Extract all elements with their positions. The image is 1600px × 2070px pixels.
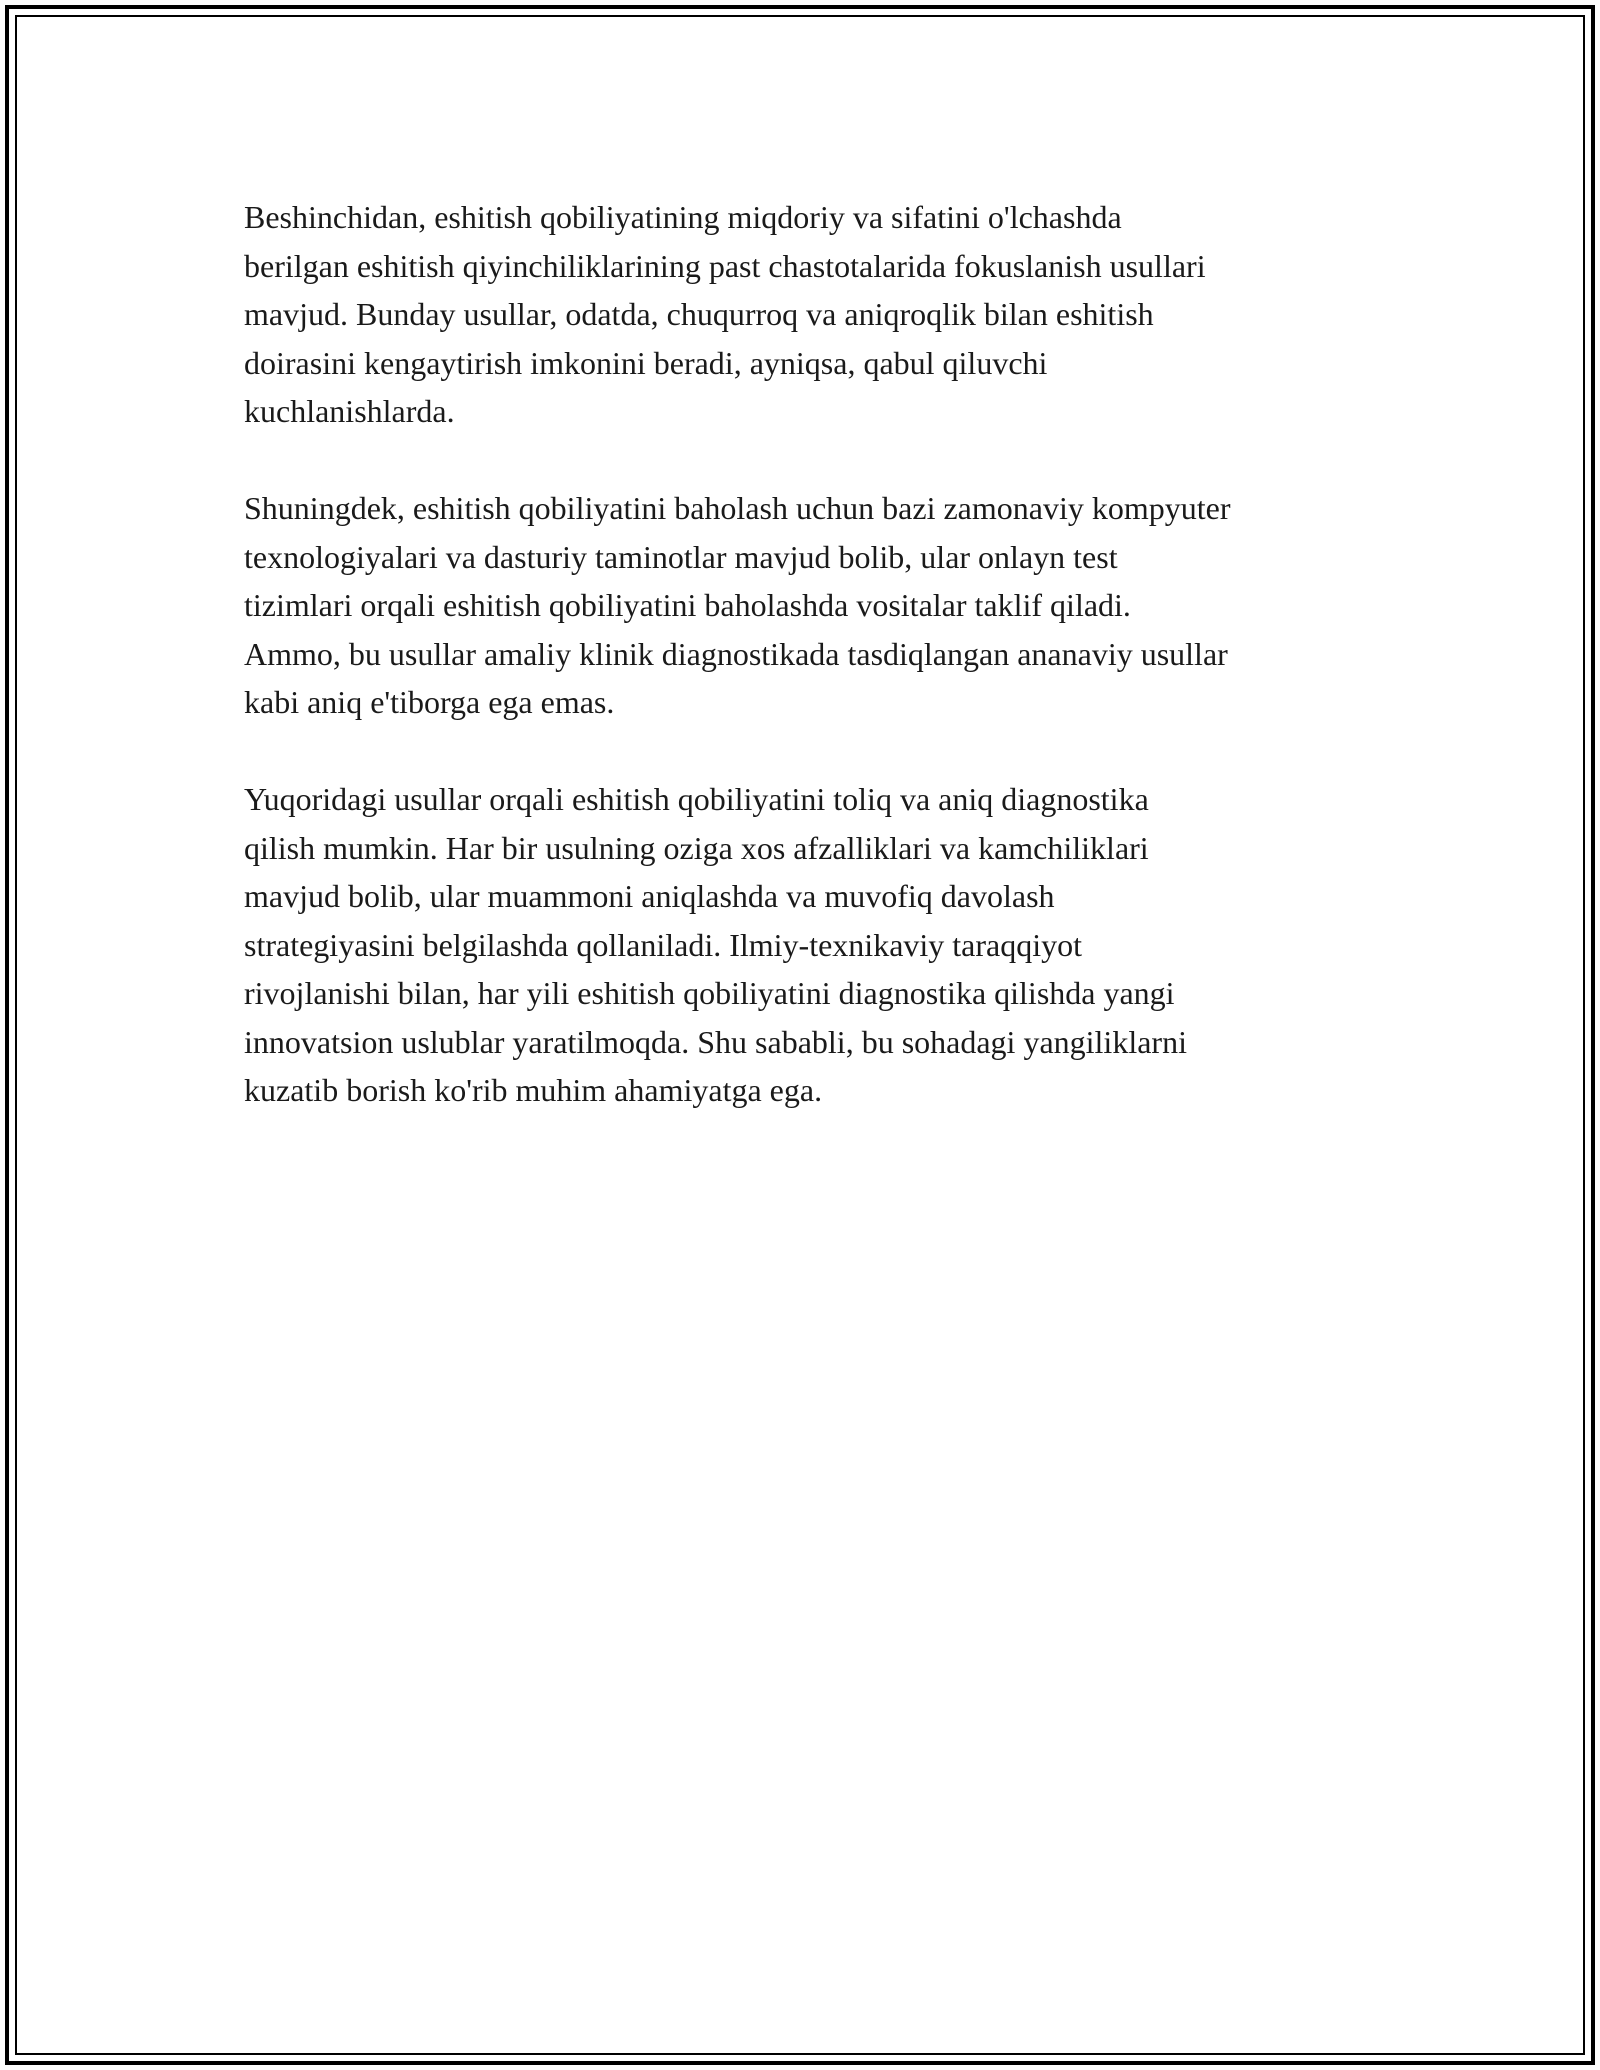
- text-line: mavjud bolib, ular muammoni aniqlashda va muvofiq davolash: [244, 878, 1055, 914]
- paragraph-1: [244, 193, 1394, 436]
- paragraph-2: [244, 484, 1394, 727]
- text-line: innovatsion uslublar yaratilmoqda. Shu sababli, bu sohadagi yangiliklarni: [244, 1023, 1187, 1060]
- text-line: Ammo, bu usullar amaliy klinik diagnostikada tasdiqlangan ananaviy usullar: [244, 635, 1228, 672]
- text-line: qilish mumkin. Har bir usulning oziga xos afzalliklari va kamchiliklari: [244, 829, 1149, 866]
- text-line: strategiyasini belgilashda qollaniladi. Ilmiy-texnikaviy taraqqiyot: [244, 926, 1083, 963]
- text-line: Yuqoridagi usullar orqali eshitish qobiliyatini toliq va aniq diagnostika: [244, 781, 1149, 817]
- text-line: berilgan eshitish qiyinchiliklarining past chastotalarida fokuslanish usullari: [244, 247, 1206, 284]
- text-line: kuchlanishlarda.: [244, 393, 455, 429]
- text-line: mavjud. Bunday usullar, odatda, chuqurroq va aniqroqlik bilan eshitish: [244, 296, 1154, 332]
- text-line: Beshinchidan, eshitish qobiliyatining miqdoriy va sifatini o'lchashda: [244, 199, 1122, 235]
- text-line: texnologiyalari va dasturiy taminotlar mavjud bolib, ular onlayn test: [244, 538, 1118, 575]
- page-border: [5, 5, 1595, 2065]
- text-line: doirasini kengaytirish imkonini beradi, ayniqsa, qabul qiluvchi: [244, 344, 1048, 381]
- text-line: tizimlari orqali eshitish qobiliyatini baholashda vositalar taklif qiladi.: [244, 587, 1131, 623]
- document-body: [244, 193, 1394, 1163]
- text-line: kabi aniq e'tiborga ega emas.: [244, 684, 615, 720]
- text-line: rivojlanishi bilan, har yili eshitish qobiliyatini diagnostika qilishda yangi: [244, 975, 1175, 1011]
- text-line: kuzatib borish ko'rib muhim ahamiyatga ega.: [244, 1072, 823, 1108]
- text-line: Shuningdek, eshitish qobiliyatini baholash uchun bazi zamonaviy kompyuter: [244, 490, 1231, 526]
- paragraph-3: [244, 775, 1394, 1115]
